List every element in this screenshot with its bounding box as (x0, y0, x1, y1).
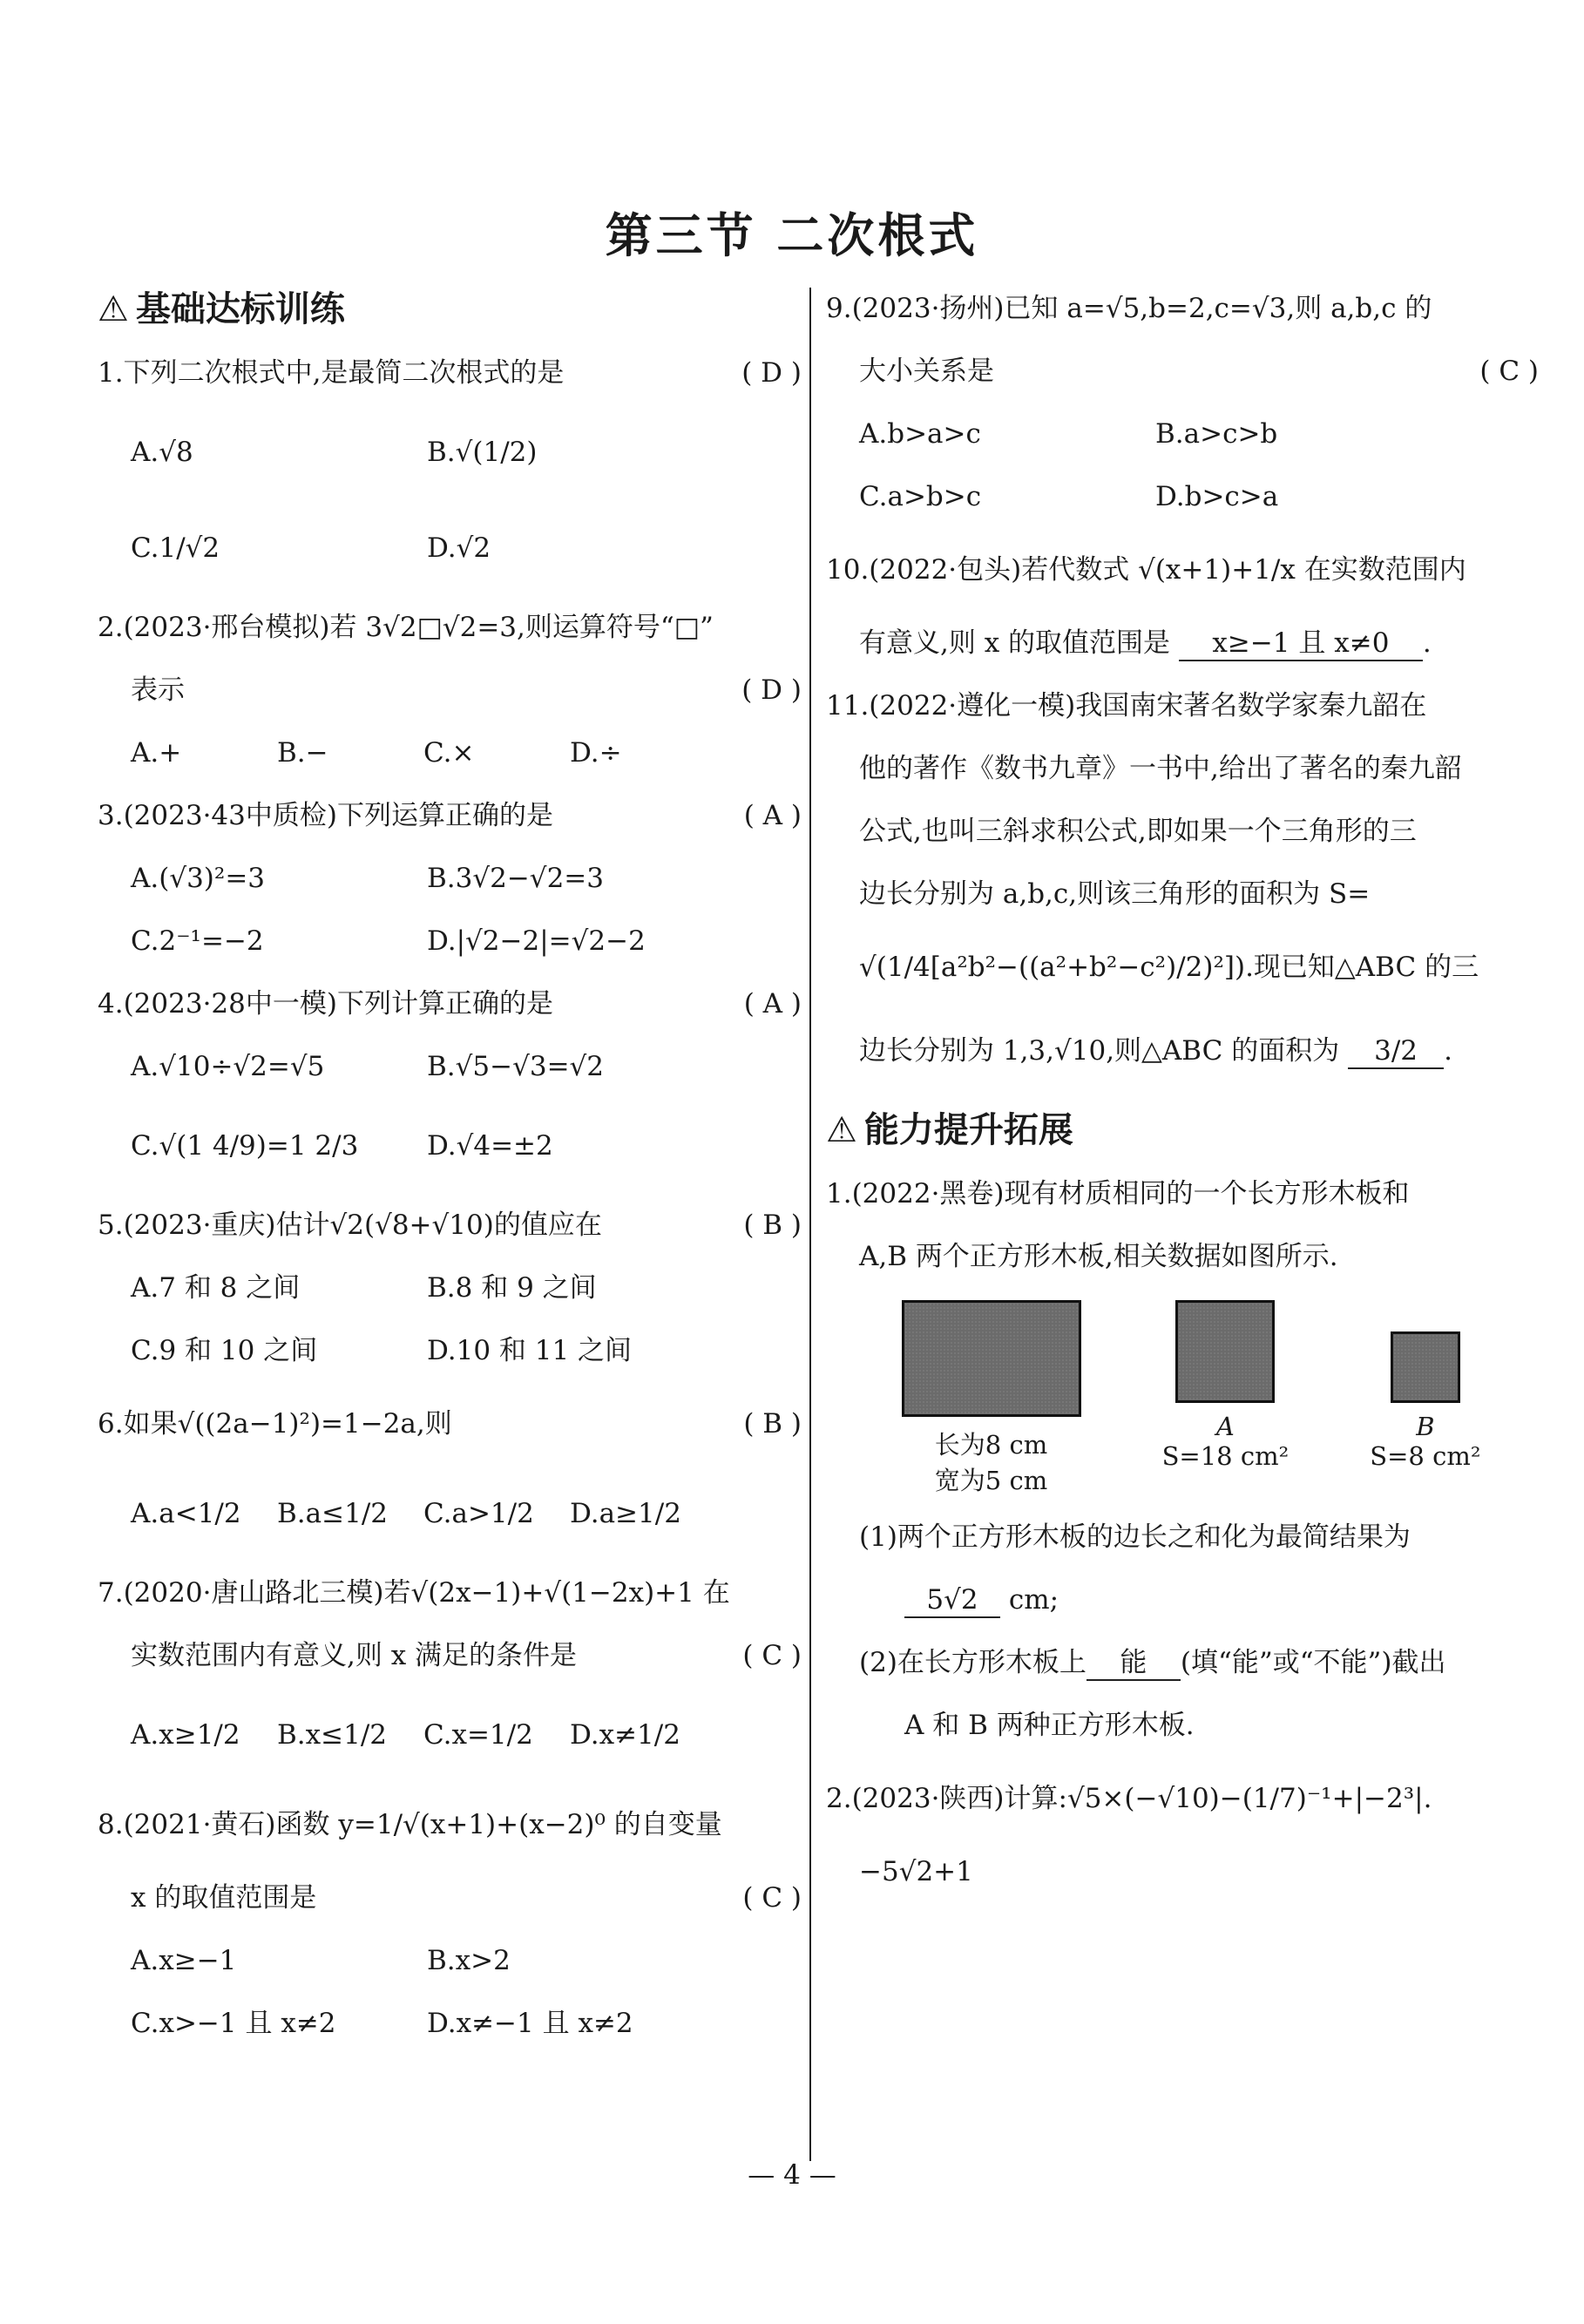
triangle-icon: ⚠ (98, 289, 129, 329)
answer-5: ( B ) (743, 1209, 802, 1241)
options-8b: C.x>−1 且 x≠2 D.x≠−1 且 x≠2 (131, 2008, 633, 2039)
question-2-cont: 表示 ( D ) (98, 659, 802, 722)
options-9b: C.a>b>c D.b>c>a (859, 481, 1279, 512)
column-divider (809, 288, 811, 2161)
square-board-b: B S=8 cm² (1370, 1300, 1480, 1471)
question-11-formula: √(1/4[a²b²−((a²+b²−c²)/2)²]).现已知△ABC 的三 (859, 952, 1479, 983)
adv-question-1: 1.(2022·黑卷)现有材质相同的一个长方形木板和 (826, 1178, 1410, 1209)
adv-q1-part2: (2)在长方形木板上 能 (填“能”或“不能”)截出 (826, 1631, 1539, 1694)
question-5: 5.(2023·重庆)估计√2(√8+√10)的值应在 ( B ) (98, 1194, 802, 1257)
rectangle-board: 长为8 cm 宽为5 cm (902, 1300, 1081, 1497)
question-11-l3: 边长分别为 a,b,c,则该三角形的面积为 S= (859, 878, 1371, 910)
answer-3: ( A ) (743, 800, 802, 831)
answer-4: ( A ) (743, 988, 802, 1020)
options-3b: C.2⁻¹=−2 D.|√2−2|=√2−2 (131, 925, 646, 957)
adv-q1-part1: (1)两个正方形木板的边长之和化为最简结果为 (859, 1521, 1411, 1553)
answer-1: ( D ) (741, 357, 802, 389)
options-8: A.x≥−1 B.x>2 (131, 1945, 511, 1976)
answer-9: ( C ) (1479, 356, 1539, 387)
question-9-cont: 大小关系是 ( C ) (826, 340, 1539, 403)
adv-q1-part1-answer-line: 5√2 cm; (826, 1569, 1539, 1631)
question-4: 4.(2023·28中一模)下列计算正确的是 ( A ) (98, 972, 802, 1035)
options-1: A.√8 B.√(1/2) (131, 437, 538, 468)
answer-7: ( C ) (742, 1640, 802, 1671)
section-heading-advanced: ⚠ 能力提升拓展 (826, 1100, 1539, 1161)
question-11-l1: 他的著作《数书九章》一书中,给出了著名的秦九韶 (859, 753, 1462, 784)
question-7: 7.(2020·唐山路北三模)若√(2x−1)+√(1−2x)+1 在 (98, 1577, 730, 1609)
rectangle-board-shape (902, 1300, 1081, 1417)
answer-2: ( D ) (741, 674, 802, 706)
options-6: A.a<1/2 B.a≤1/2 C.a>1/2 D.a≥1/2 (131, 1498, 681, 1529)
question-6: 6.如果√((2a−1)²)=1−2a,则 ( B ) (98, 1382, 802, 1466)
section-heading-basic: ⚠ 基础达标训练 (98, 279, 802, 340)
question-11-l5: 边长分别为 1,3,√10,则△ABC 的面积为 3/2 . (826, 1009, 1539, 1093)
answer-6: ( B ) (743, 1408, 802, 1440)
options-2: A.+ B.− C.× D.÷ (131, 737, 622, 769)
options-1b: C.1/√2 D.√2 (131, 532, 491, 564)
question-11: 11.(2022·遵化一模)我国南宋著名数学家秦九韶在 (826, 690, 1427, 722)
question-8-cont: x 的取值范围是 ( C ) (98, 1867, 802, 1929)
options-9: A.b>a>c B.a>c>b (859, 418, 1278, 450)
options-7: A.x≥1/2 B.x≤1/2 C.x=1/2 D.x≠1/2 (131, 1719, 680, 1751)
adv-q1-part2-cont: A 和 B 两种正方形木板. (904, 1710, 1195, 1741)
options-3: A.(√3)²=3 B.3√2−√2=3 (131, 863, 604, 894)
question-1: 1.下列二次根式中,是最简二次根式的是 ( D ) (98, 342, 802, 404)
triangle-icon: ⚠ (826, 1110, 857, 1150)
options-4: A.√10÷√2=√5 B.√5−√3=√2 (131, 1051, 605, 1082)
question-3: 3.(2023·43中质检)下列运算正确的是 ( A ) (98, 784, 802, 847)
right-column (826, 277, 1539, 1903)
question-7-cont: 实数范围内有意义,则 x 满足的条件是 ( C ) (98, 1624, 802, 1687)
options-5: A.7 和 8 之间 B.8 和 9 之间 (131, 1272, 597, 1304)
adv-answer-2: −5√2+1 (859, 1856, 973, 1887)
adv-question-2: 2.(2023·陕西)计算:√5×(−√10)−(1/7)⁻¹+|−2³|. (826, 1783, 1432, 1814)
answer-11: 3/2 (1348, 1035, 1444, 1069)
square-a-shape (1175, 1300, 1275, 1403)
answer-10: x≥−1 且 x≠0 (1179, 627, 1423, 661)
wood-board-figure (826, 1288, 1539, 1506)
square-b-shape (1391, 1331, 1460, 1403)
question-8: 8.(2021·黄石)函数 y=1/√(x+1)+(x−2)⁰ 的自变量 (98, 1809, 722, 1840)
options-5b: C.9 和 10 之间 D.10 和 11 之间 (131, 1335, 633, 1366)
question-9: 9.(2023·扬州)已知 a=√5,b=2,c=√3,则 a,b,c 的 (826, 293, 1432, 324)
question-10-cont: 有意义,则 x 的取值范围是 x≥−1 且 x≠0 . (826, 612, 1539, 674)
page-number: — 4 — (748, 2159, 836, 2191)
page-title: 第三节 二次根式 (605, 207, 979, 263)
options-4b: C.√(1 4/9)=1 2/3 D.√4=±2 (131, 1130, 553, 1162)
question-2: 2.(2023·邢台模拟)若 3√2□√2=3,则运算符号“□” (98, 612, 714, 643)
question-11-l2: 公式,也叫三斜求积公式,即如果一个三角形的三 (859, 816, 1417, 847)
answer-8: ( C ) (742, 1882, 802, 1914)
question-10: 10.(2022·包头)若代数式 √(x+1)+1/x 在实数范围内 (826, 554, 1466, 586)
square-board-a: A S=18 cm² (1162, 1300, 1290, 1471)
left-column (98, 279, 802, 2055)
adv-question-1-cont: A,B 两个正方形木板,相关数据如图所示. (859, 1241, 1338, 1272)
adv-answer-1-2: 能 (1086, 1647, 1181, 1681)
adv-answer-1-1: 5√2 (904, 1584, 1000, 1618)
